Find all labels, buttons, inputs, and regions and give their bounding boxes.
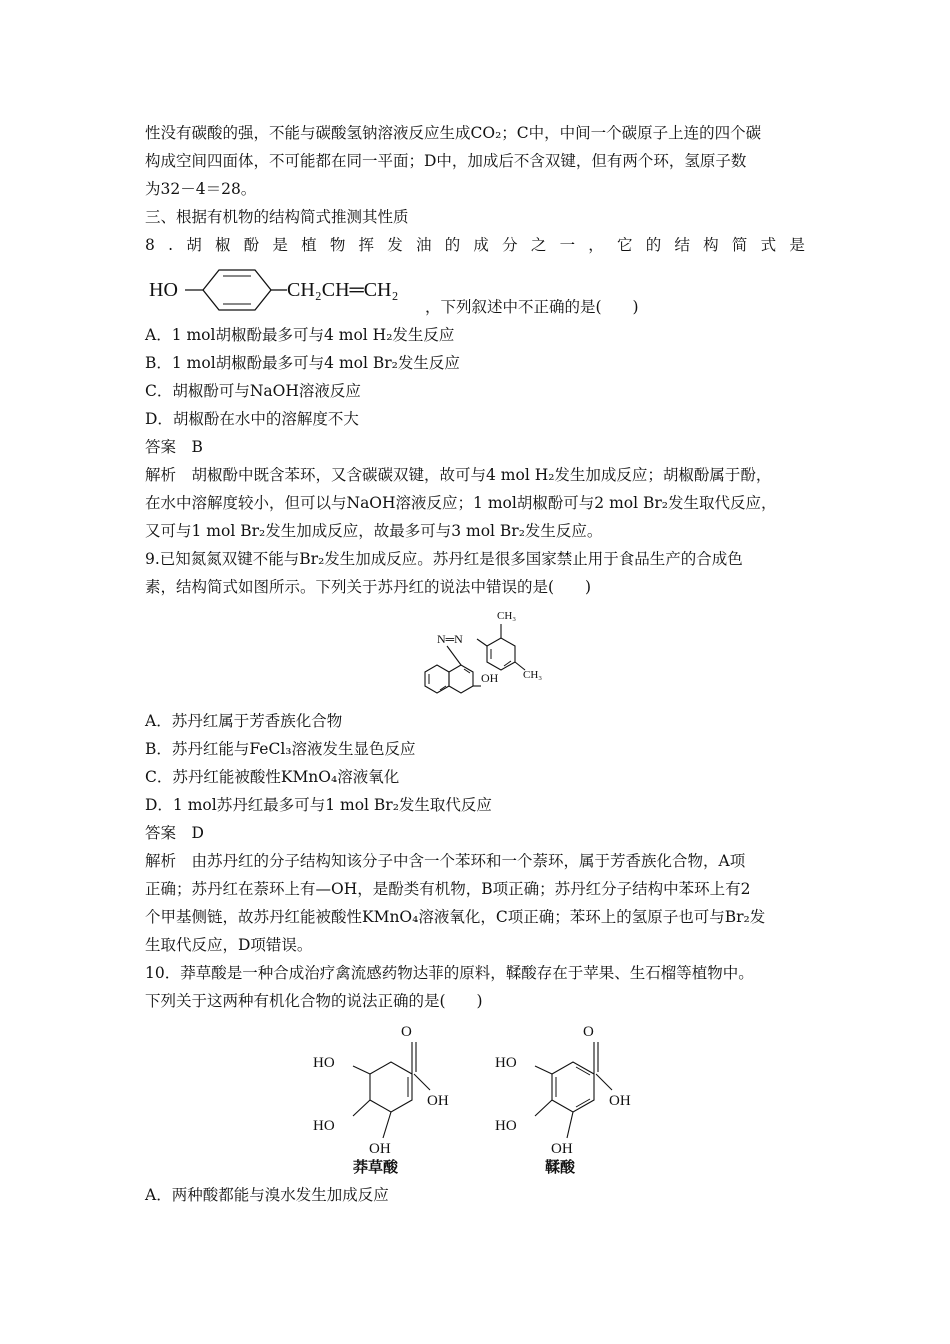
q8-analysis-line: 在水中溶解度较小，但可以与NaOH溶液反应；1 mol胡椒酚可与2 mol Br₂发生取代反应， [145,494,777,512]
tannic-acid-structure [487,1014,657,1179]
shikimic-ho1: HO [313,1055,335,1071]
shikimic-ho2: HO [313,1118,335,1134]
q9-analysis-line: 生取代反应，D项错误。 [145,936,313,954]
shikimic-o: O [401,1024,412,1040]
q9-analysis-line: 正确；苏丹红在萘环上有—OH，是酚类有机物，B项正确；苏丹红分子结构中苯环上有2 [145,880,751,898]
q8-stem-char: 发 [387,236,403,254]
q8-option-b: B．1 mol胡椒酚最多可与4 mol Br₂发生反应 [145,354,460,372]
section-heading: 三、根据有机物的结构简式推测其性质 [145,208,409,226]
q8-stem-char: 结 [674,236,690,254]
shikimic-oh-acid: OH [427,1093,449,1109]
q8-stem-char: 椒 [214,236,231,254]
q8-stem-char: 胡 [186,236,202,254]
q8-stem-char: 酚 [243,236,260,254]
q8-analysis-line: 又可与1 mol Br₂发生加成反应，故最多可与3 mol Br₂发生反应。 [145,522,603,540]
q8-stem-char: 简 [731,236,748,254]
q8-stem-char: 油 [415,236,432,254]
q9-option-d: D．1 mol苏丹红最多可与1 mol Br₂发生取代反应 [145,796,492,814]
sudan-oh-label: OH [481,671,499,685]
paragraph-line: 性没有碳酸的强，不能与碳酸氢钠溶液反应生成CO₂；C中，中间一个碳原子上连的四个碳 [145,124,762,142]
paragraph-line: 为32－4＝28。 [145,180,257,198]
q8-stem-char: 是 [272,236,288,254]
q8-stem-char: 的 [444,236,461,254]
sudan-ch3-right: CH₃ [523,669,543,681]
q9-answer: 答案 D [145,824,204,842]
q8-option-a: A．1 mol胡椒酚最多可与4 mol H₂发生反应 [145,326,455,344]
tannic-oh-bottom: OH [551,1141,573,1157]
q9-option-a: A．苏丹红属于芳香族化合物 [145,712,343,730]
shikimic-acid-name: 莽草酸 [353,1160,399,1176]
q8-option-c: C．胡椒酚可与NaOH溶液反应 [145,382,361,400]
q8-stem-char: 植 [301,236,317,254]
q9-option-c: C．苏丹红能被酸性KMnO₄溶液氧化 [145,768,400,786]
q8-stem-char: 它 [617,236,633,254]
q8-stem-char: ， [588,236,604,254]
q9-stem-line: 9.已知氮氮双键不能与Br₂发生加成反应。苏丹红是很多国家禁止用于食品生产的合成色 [145,550,743,568]
shikimic-oh-bottom: OH [369,1141,391,1157]
q9-analysis-line: 个甲基侧链，故苏丹红能被酸性KMnO₄溶液氧化，C项正确；苯环上的氢原子也可与Br₂发 [145,908,766,926]
q9-analysis-line: 解析 由苏丹红的分子结构知该分子中含一个苯环和一个萘环，属于芳香族化合物，A项 [145,852,746,870]
q8-stem-char: 挥 [358,236,375,254]
q8-stem-tail: ，下列叙述中不正确的是( ) [425,298,639,316]
q8-stem-char: . [168,236,174,254]
q8-stem-char: 构 [703,236,719,254]
q10-option-a: A．两种酸都能与溴水发生加成反应 [145,1186,389,1204]
q10-stem-line: 10．莽草酸是一种合成治疗禽流感药物达菲的原料，鞣酸存在于苹果、生石榴等植物中。 [145,964,754,982]
q8-stem-char: 8 [145,236,155,254]
q9-option-b: B．苏丹红能与FeCl₃溶液发生显色反应 [145,740,416,758]
q9-stem-line: 素，结构简式如图所示。下列关于苏丹红的说法中错误的是( ) [145,578,592,596]
shikimic-acid-structure [305,1014,475,1179]
q8-stem-char: 物 [329,236,346,254]
tannic-ho2: HO [495,1118,517,1134]
sudan-azo-label: N═N [437,632,463,646]
tannic-ho1: HO [495,1055,517,1071]
q8-stem-char: 一 [559,236,576,254]
tannic-o: O [583,1024,594,1040]
sudan-red-structure [395,600,565,710]
q8-stem [145,234,805,256]
q8-option-d: D．胡椒酚在水中的溶解度不大 [145,410,359,428]
q8-chain-label: CH₂CH═CH₂ [287,279,399,301]
q10-stem-line: 下列关于这两种有机化合物的说法正确的是( ) [145,992,483,1010]
q8-stem-char: 成 [473,236,489,254]
q8-structure [145,262,430,312]
q8-ho-label: HO [149,279,178,301]
tannic-acid-name: 鞣酸 [545,1160,576,1176]
q8-stem-char: 式 [760,236,777,254]
q8-stem-char: 是 [789,236,805,254]
paragraph-line: 构成空间四面体，不可能都在同一平面；D中，加成后不含双键，但有两个环，氢原子数 [145,152,747,170]
q8-analysis-line: 解析 胡椒酚中既含苯环，又含碳碳双键，故可与4 mol H₂发生加成反应；胡椒酚属于酚， [145,466,772,484]
sudan-ch3-top: CH₃ [497,610,517,622]
q8-answer: 答案 B [145,438,203,456]
q8-stem-char: 之 [530,236,547,254]
tannic-oh-acid: OH [609,1093,631,1109]
q8-stem-char: 分 [502,236,518,254]
q8-stem-char: 的 [645,236,662,254]
